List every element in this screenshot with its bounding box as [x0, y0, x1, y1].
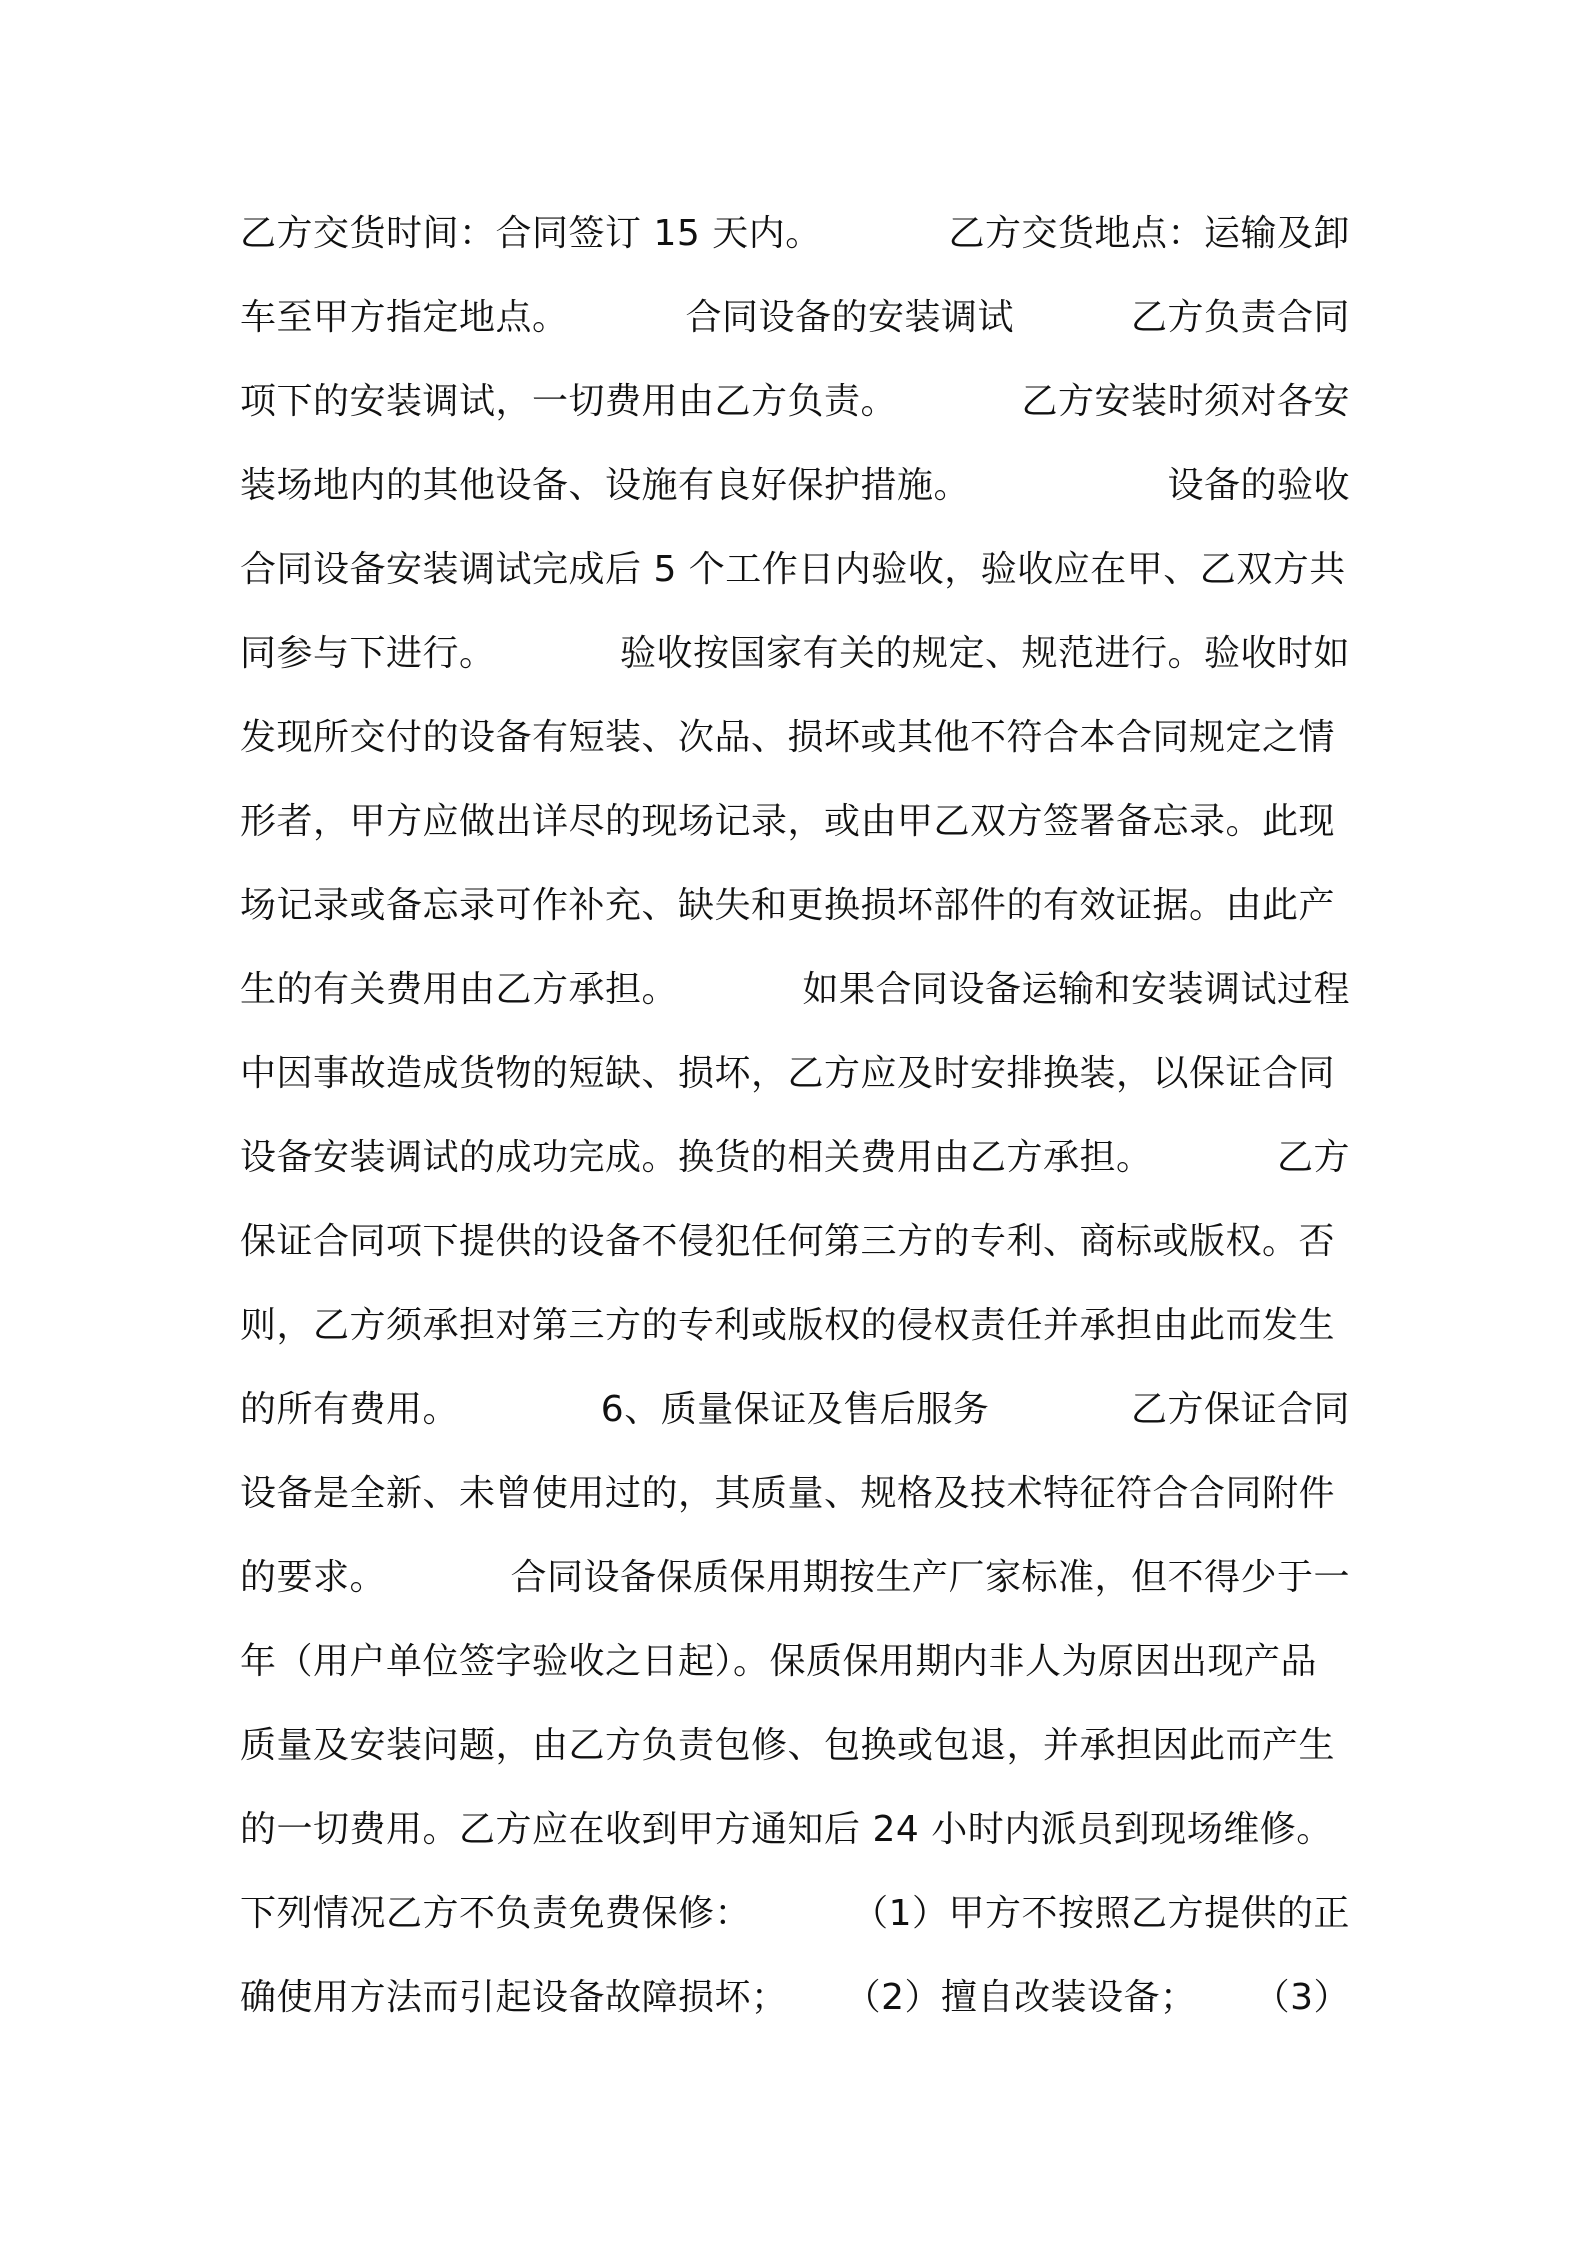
text-segment: 6、质量保证及售后服务	[600, 1388, 990, 1430]
text-segment: （1）甲方不按照乙方提供的正	[852, 1892, 1350, 1934]
text-line	[240, 356, 1350, 440]
text-segment: 设备安装调试的成功完成。换货的相关费用由乙方承担。	[240, 1136, 1153, 1178]
text-line	[240, 776, 1350, 860]
contract-text-block	[240, 188, 1350, 2036]
text-segment: 中因事故造成货物的短缺、损坏，乙方应及时安排换装，以保证合同	[240, 1052, 1336, 1094]
text-line	[240, 188, 1350, 272]
text-line	[240, 1952, 1350, 2036]
text-line	[240, 440, 1350, 524]
text-segment: 形者，甲方应做出详尽的现场记录，或由甲乙双方签署备忘录。此现	[240, 800, 1336, 842]
text-segment: 装场地内的其他设备、设施有良好保护措施。	[240, 464, 971, 506]
text-segment: （3）	[1253, 1976, 1350, 2018]
text-line	[240, 860, 1350, 944]
text-segment: 确使用方法而引起设备故障损坏；	[240, 1976, 788, 2018]
text-segment: 年（用户单位签字验收之日起）。保质保用期内非人为原因出现产品	[240, 1640, 1318, 1682]
text-segment: 下列情况乙方不负责免费保修：	[240, 1892, 752, 1934]
text-segment: 保证合同项下提供的设备不侵犯任何第三方的专利、商标或版权。否	[240, 1220, 1336, 1262]
text-segment: 则，乙方须承担对第三方的专利或版权的侵权责任并承担由此而发生	[240, 1304, 1336, 1346]
text-line	[240, 1364, 1350, 1448]
text-segment: 设备是全新、未曾使用过的，其质量、规格及技术特征符合合同附件	[240, 1472, 1336, 1514]
text-segment: 生的有关费用由乙方承担。	[240, 968, 679, 1010]
text-line	[240, 1280, 1350, 1364]
text-line	[240, 608, 1350, 692]
text-segment: 设备的验收	[1167, 464, 1350, 506]
text-segment: 乙方交货时间：合同签订 15 天内。	[240, 212, 822, 254]
text-segment: 的一切费用。乙方应在收到甲方通知后 24 小时内派员到现场维修。	[240, 1808, 1333, 1850]
text-line	[240, 1700, 1350, 1784]
text-segment: 场记录或备忘录可作补充、缺失和更换损坏部件的有效证据。由此产	[240, 884, 1336, 926]
text-line	[240, 1532, 1350, 1616]
text-line	[240, 1196, 1350, 1280]
text-segment: 合同设备保质保用期按生产厂家标准，但不得少于一	[510, 1556, 1350, 1598]
text-line	[240, 1868, 1350, 1952]
text-segment: 质量及安装问题，由乙方负责包修、包换或包退，并承担因此而产生	[240, 1724, 1336, 1766]
text-line	[240, 1448, 1350, 1532]
text-line	[240, 524, 1350, 608]
text-segment: 乙方交货地点：运输及卸	[948, 212, 1350, 254]
text-segment: 的要求。	[240, 1556, 387, 1598]
text-line	[240, 1616, 1350, 1700]
text-segment: 同参与下进行。	[240, 632, 496, 674]
text-line	[240, 692, 1350, 776]
text-segment: 乙方安装时须对各安	[1021, 380, 1350, 422]
text-segment: 乙方负责合同	[1130, 296, 1350, 338]
text-segment: 乙方	[1276, 1136, 1350, 1178]
text-segment: 项下的安装调试，一切费用由乙方负责。	[240, 380, 898, 422]
text-segment: 乙方保证合同	[1130, 1388, 1350, 1430]
text-line	[240, 944, 1350, 1028]
text-segment: （2）擅自改装设备；	[844, 1976, 1197, 2018]
text-segment: 合同设备的安装调试	[685, 296, 1014, 338]
text-segment: 验收按国家有关的规定、规范进行。验收时如	[619, 632, 1350, 674]
text-line	[240, 1784, 1350, 1868]
text-segment: 合同设备安装调试完成后 5 个工作日内验收，验收应在甲、乙双方共	[240, 548, 1346, 590]
text-segment: 车至甲方指定地点。	[240, 296, 569, 338]
text-line	[240, 1112, 1350, 1196]
text-segment: 如果合同设备运输和安装调试过程	[802, 968, 1350, 1010]
text-line	[240, 272, 1350, 356]
text-segment: 发现所交付的设备有短装、次品、损坏或其他不符合本合同规定之情	[240, 716, 1336, 758]
text-segment: 的所有费用。	[240, 1388, 460, 1430]
text-line	[240, 1028, 1350, 1112]
